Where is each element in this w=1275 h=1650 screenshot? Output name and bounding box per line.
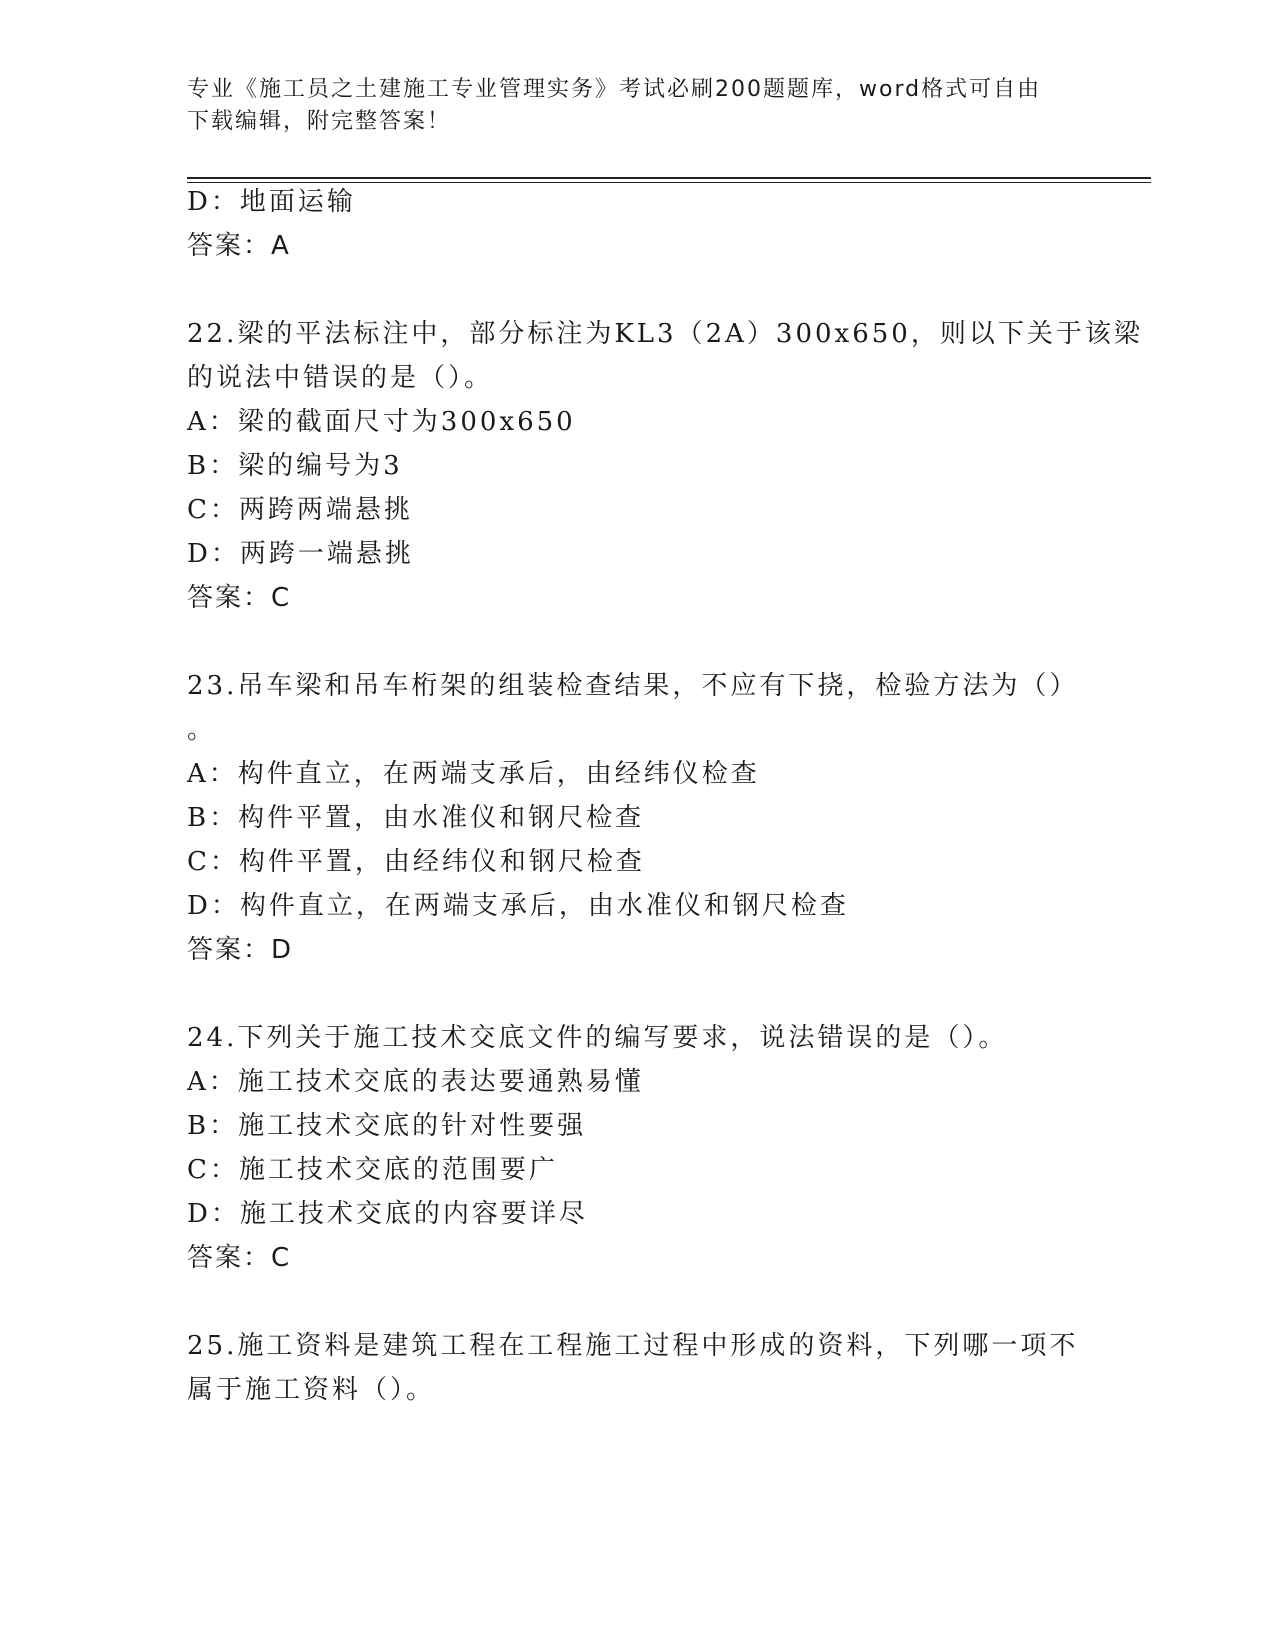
q23-stem-line-1: 23.吊车梁和吊车桁架的组装检查结果，不应有下挠，检验方法为（） (187, 671, 1079, 701)
q25-stem-line-2: 属于施工资料（）。 (187, 1375, 436, 1405)
q23-stem-line-2: 。 (187, 715, 217, 745)
page-header (187, 74, 1067, 138)
q23-option-a: A：构件直立，在两端支承后，由经纬仪检查 (187, 759, 760, 789)
q24-stem-line-1: 24.下列关于施工技术交底文件的编写要求，说法错误的是（）。 (187, 1023, 1008, 1053)
q22-option-b: B：梁的编号为3 (187, 451, 403, 481)
q23-option-d: D：构件直立，在两端支承后，由水准仪和钢尺检查 (187, 891, 849, 921)
header-divider-thin (187, 182, 1151, 183)
prev-answer: 答案：A (187, 231, 291, 261)
q24-option-b: B：施工技术交底的针对性要强 (187, 1111, 587, 1141)
q22-option-a: A：梁的截面尺寸为300x650 (187, 407, 576, 437)
q22-stem-line-1: 22.梁的平法标注中，部分标注为KL3（2A）300x650，则以下关于该梁 (187, 319, 1143, 349)
q22-option-c: C：两跨两端悬挑 (187, 495, 413, 525)
q23-option-b: B：构件平置，由水准仪和钢尺检查 (187, 803, 645, 833)
q24-answer: 答案：C (187, 1243, 292, 1273)
q22-answer: 答案：C (187, 583, 292, 613)
q25-stem-line-1: 25.施工资料是建筑工程在工程施工过程中形成的资料，下列哪一项不 (187, 1331, 1079, 1361)
q24-option-c: C：施工技术交底的范围要广 (187, 1155, 558, 1185)
header-divider-thick (187, 177, 1151, 179)
prev-option-d: D：地面运输 (187, 187, 356, 217)
q22-stem-line-2: 的说法中错误的是（）。 (187, 363, 494, 393)
header-line-2: 下载编辑，附完整答案！ (187, 109, 452, 134)
q23-answer: 答案：D (187, 935, 294, 965)
q23-option-c: C：构件平置，由经纬仪和钢尺检查 (187, 847, 645, 877)
q24-option-d: D：施工技术交底的内容要详尽 (187, 1199, 588, 1229)
q22-option-d: D：两跨一端悬挑 (187, 539, 414, 569)
header-line-1: 专业《施工员之土建施工专业管理实务》考试必刷200题题库，word格式可自由 (187, 77, 1042, 102)
q24-option-a: A：施工技术交底的表达要通熟易懂 (187, 1067, 644, 1097)
